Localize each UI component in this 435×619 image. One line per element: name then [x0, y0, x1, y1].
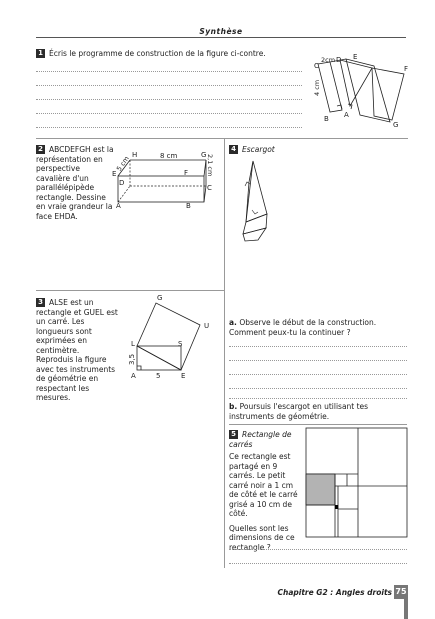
- point-g-label: G: [201, 151, 207, 159]
- exercise-5-number: 5: [229, 430, 238, 439]
- length-label: 5 cm: [115, 154, 131, 173]
- exercise-4-number: 4: [229, 145, 238, 154]
- point-g-label: G: [393, 121, 399, 129]
- point-a-label: A: [131, 372, 136, 380]
- exercise-5-statement: Ce rectangle est partagé en 9 carrés. Le petit carré noir a 1 cm de côté et le carré grisé a 10 cm de côté.: [229, 452, 298, 518]
- point-c-label: C: [314, 62, 319, 70]
- question-b-text: Poursuis l'escargot en utilisant tes instruments de géométrie.: [229, 402, 369, 421]
- point-a-label: A: [116, 202, 121, 210]
- length-label: 4 cm: [313, 79, 321, 96]
- point-f-label: F: [404, 65, 409, 73]
- point-a-label: A: [344, 111, 349, 119]
- exercise-5-question: Quelles sont les dimensions de ce rectangle ?: [229, 523, 295, 552]
- exercise-1-number: 1: [36, 49, 45, 58]
- length-label: 2,1 cm: [206, 154, 214, 177]
- length-label: 8 cm: [160, 152, 178, 160]
- length-label: 5: [156, 372, 161, 380]
- header-title: Synthèse: [199, 27, 243, 36]
- exercise-4-title: Escargot: [242, 145, 275, 154]
- point-e-label: E: [353, 53, 358, 61]
- point-b-label: B: [324, 115, 329, 123]
- exercise-2-text: ABCDEFGH est la représentation en perspective cavalière d'un parallélépipède rectangle. Dessine en vraie grandeur la face EHDA.: [36, 145, 114, 221]
- point-e-label: E: [112, 170, 117, 178]
- page-number: 75: [394, 585, 408, 599]
- point-d-label: D: [119, 179, 125, 187]
- exercise-1-text: Écris le programme de construction de la figure ci-contre.: [49, 49, 266, 58]
- point-h-label: H: [132, 151, 138, 159]
- length-label: 3,5: [128, 353, 136, 365]
- point-f-label: F: [184, 169, 189, 177]
- exercise-3-number: 3: [36, 298, 45, 307]
- chapter-footer: Chapitre G2 : Angles droits: [277, 588, 392, 597]
- point-c-label: C: [207, 184, 212, 192]
- exercise-5-title: Rectangle de carrés: [229, 430, 292, 449]
- point-b-label: B: [186, 202, 191, 210]
- point-d-label: D: [336, 56, 342, 64]
- point-u-label: U: [204, 322, 210, 330]
- length-label: 2cm: [321, 56, 336, 64]
- question-a-text: Observe le début de la construction. Comment peux-tu la continuer ?: [229, 318, 377, 337]
- exercise-2-number: 2: [36, 145, 45, 154]
- point-l-label: L: [131, 340, 135, 348]
- exercise-3-text: ALSE est un rectangle et GUEL est un carré. Les longueurs sont exprimées en centimètre. Reproduis la figure avec tes instruments de géométrie en respectant les mesures.: [36, 298, 118, 402]
- point-e-label: E: [181, 372, 186, 380]
- point-s-label: S: [178, 340, 183, 348]
- question-a-label: a.: [229, 318, 237, 327]
- question-b-label: b.: [229, 402, 238, 411]
- point-g-label: G: [157, 294, 163, 302]
